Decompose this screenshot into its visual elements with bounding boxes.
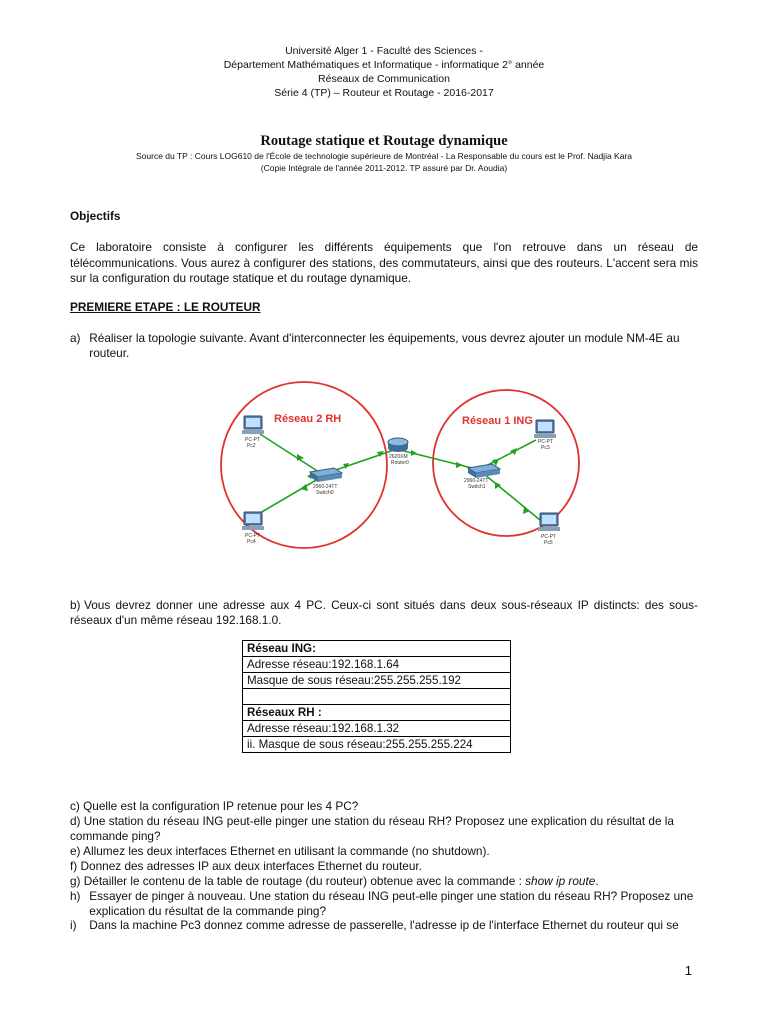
link-pc2-switch0 bbox=[260, 434, 322, 474]
switch1-model-label: 2960-24TT bbox=[464, 478, 489, 484]
ing-mask: Masque de sous réseau:255.255.255.192 bbox=[243, 673, 511, 689]
pc3-model-label: PC-PT bbox=[538, 439, 553, 445]
source-line: Source du TP : Cours LOG610 de l'École de technologie supérieure de Montréal - La Responsable du cours est le Prof. Nadjia Kara bbox=[135, 151, 632, 161]
link-switch1-pc3 bbox=[482, 440, 536, 468]
network-table bbox=[242, 640, 511, 753]
source-copy-line: (Copie Intégrale de l'année 2011-2012. TP assuré par Dr. Aoudia) bbox=[260, 163, 508, 173]
pc2-icon bbox=[242, 416, 264, 434]
pc2-model-label: PC-PT bbox=[245, 437, 260, 443]
rh-mask: ii. Masque de sous réseau:255.255.255.224 bbox=[243, 737, 511, 753]
question-i bbox=[70, 918, 698, 933]
question-g-label: g) bbox=[70, 874, 81, 888]
question-i-text: Dans la machine Pc3 donnez comme adresse de passerelle, l'adresse ip de l'interface Ethernet du routeur qui se bbox=[89, 918, 679, 932]
question-e-label: e) bbox=[70, 844, 81, 858]
question-c-text: Quelle est la configuration IP retenue pour les 4 PC? bbox=[83, 799, 359, 813]
question-c-label: c) bbox=[70, 799, 80, 813]
question-c bbox=[70, 799, 698, 814]
item-b-label: b) bbox=[70, 598, 81, 612]
ing-heading: Réseau ING: bbox=[243, 641, 511, 657]
network-topology-diagram bbox=[212, 380, 592, 575]
question-g bbox=[70, 874, 698, 889]
step1-heading: PREMIERE ETAPE : LE ROUTEUR bbox=[70, 300, 261, 314]
item-a bbox=[70, 331, 698, 360]
network-right-label: Réseau 1 ING bbox=[462, 415, 533, 427]
objectives-heading: Objectifs bbox=[70, 209, 121, 223]
item-a-label: a) bbox=[70, 331, 81, 345]
question-h bbox=[70, 889, 698, 918]
link-markers bbox=[297, 448, 530, 514]
question-h-label: h) bbox=[70, 889, 81, 903]
item-b bbox=[70, 598, 698, 627]
item-b-text: Vous devrez donner une adresse aux 4 PC. Ceux-ci sont situés dans deux sous-réseaux IP distincts: des sous-réseaux d'un même réseau 192.168.1.0. bbox=[70, 598, 698, 627]
router-model-label: 2620XM bbox=[389, 454, 408, 460]
switch1-icon bbox=[468, 464, 500, 478]
header-course: Réseaux de Communication bbox=[318, 73, 450, 85]
pc5-icon bbox=[538, 513, 560, 531]
pc5-model-label: PC-PT bbox=[541, 534, 556, 540]
item-a-text: Réaliser la topologie suivante. Avant d'interconnecter les équipements, vous devrez ajouter un module NM-4E au routeur. bbox=[89, 331, 680, 360]
switch0-model-label: 2960-24TT bbox=[313, 484, 338, 490]
question-d bbox=[70, 814, 698, 843]
pc5-name-label: Pc5 bbox=[544, 540, 553, 546]
pc3-name-label: Pc3 bbox=[541, 445, 550, 451]
question-d-label: d) bbox=[70, 814, 81, 828]
header-university: Université Alger 1 - Faculté des Sciences - bbox=[285, 45, 483, 57]
table-empty-row bbox=[243, 689, 511, 705]
question-h-text: Essayer de pinger à nouveau. Une station du réseau ING peut-elle pinger une station du réseau RH? Proposez une explication du résultat de la commande ping? bbox=[89, 889, 694, 918]
pc4-model-label: PC-PT bbox=[245, 533, 260, 539]
question-d-text: Une station du réseau ING peut-elle pinger une station du réseau RH? Proposez une explication du résultat de la commande ping? bbox=[70, 814, 674, 843]
switch1-name-label: Switch1 bbox=[468, 484, 486, 490]
question-g-command: show ip route bbox=[525, 874, 596, 888]
rh-address: Adresse réseau:192.168.1.32 bbox=[243, 721, 511, 737]
header-series: Série 4 (TP) – Routeur et Routage - 2016-2017 bbox=[274, 87, 494, 99]
question-e-text: Allumez les deux interfaces Ethernet en utilisant la commande (no shutdown). bbox=[83, 844, 490, 858]
objectives-text: Ce laboratoire consiste à configurer les différents équipements que l'on retrouve dans un réseau de télécommunications. Vous aurez à configurer des stations, des commutateurs, ainsi que des routeurs. L'accent sera mis sur la configuration du routage statique et du routage dynamique. bbox=[70, 240, 698, 285]
link-switch1-pc5 bbox=[484, 474, 540, 520]
router-name-label: Router0 bbox=[391, 460, 409, 466]
rh-heading: Réseaux RH : bbox=[243, 705, 511, 721]
document-title: Routage statique et Routage dynamique bbox=[260, 133, 508, 149]
pc4-name-label: Pc4 bbox=[247, 539, 256, 545]
question-e bbox=[70, 844, 698, 859]
switch0-name-label: Switch0 bbox=[316, 490, 334, 496]
question-g-text: Détailler le contenu de la table de routage (du routeur) obtenue avec la commande : bbox=[83, 874, 526, 888]
pc3-icon bbox=[534, 420, 556, 438]
question-g-suffix: . bbox=[595, 874, 599, 888]
pc2-name-label: Pc2 bbox=[247, 443, 256, 449]
network-left-label: Réseau 2 RH bbox=[274, 413, 342, 425]
page-number: 1 bbox=[684, 963, 692, 978]
link-pc4-switch0 bbox=[260, 479, 318, 513]
question-f-text: Donnez des adresses IP aux deux interfaces Ethernet du routeur. bbox=[80, 859, 422, 873]
ing-address: Adresse réseau:192.168.1.64 bbox=[243, 657, 511, 673]
question-f-label: f) bbox=[70, 859, 78, 873]
header-department: Département Mathématiques et Informatique - informatique 2° année bbox=[223, 59, 545, 71]
router-icon bbox=[388, 438, 408, 452]
pc4-icon bbox=[242, 512, 264, 530]
question-i-label: i) bbox=[70, 918, 77, 932]
question-f bbox=[70, 859, 698, 874]
